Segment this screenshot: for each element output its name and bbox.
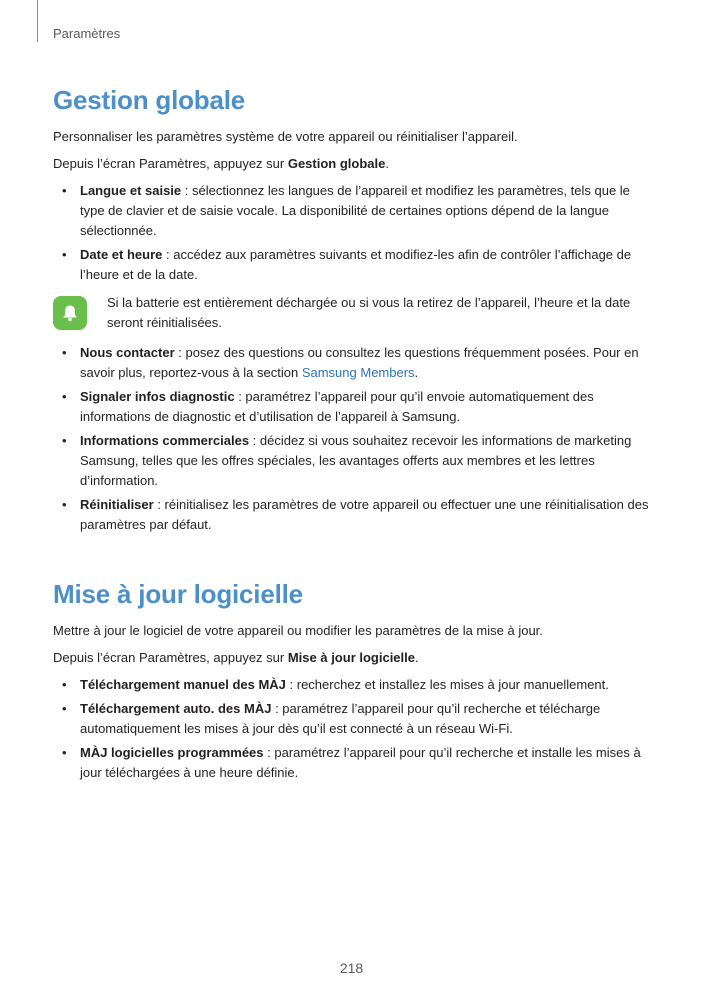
samsung-members-link[interactable]: Samsung Members — [301, 365, 415, 380]
note-box — [53, 293, 653, 333]
list-item: • Signaler infos diagnostic : paramétrez l’appareil pour qu’il envoie automatiquement des informations de diagnostic et d’utilisation de l’appareil à Samsung. — [62, 389, 594, 424]
header-rule — [37, 0, 38, 42]
bell-icon — [53, 296, 87, 330]
list-item: • Informations commerciales : décidez si vous souhaitez recevoir les informations de marketing Samsung, telles que les offres spéciales, les avantages offerts aux membres et les lettres d’information. — [62, 433, 632, 488]
settings-list — [53, 675, 653, 783]
section-gestion-globale — [53, 82, 653, 539]
section-title: Gestion globale — [53, 85, 246, 115]
section-intro: Personnaliser les paramètres système de votre appareil ou réinitialiser l’appareil. — [53, 129, 518, 144]
section-intro: Mettre à jour le logiciel de votre appareil ou modifier les paramètres de la mise à jour. — [53, 623, 543, 638]
list-item: • Nous contacter : posez des questions ou consultez les questions fréquemment posées. Pour en savoir plus, reportez-vous à la section Samsung Members. — [62, 345, 639, 380]
list-item: • Date et heure : accédez aux paramètres suivants et modifiez-les afin de contrôler l’affichage de l’heure et de la date. — [62, 247, 632, 282]
note-text: Si la batterie est entièrement déchargée ou si vous la retirez de l’appareil, l’heure et la date seront réinitialisées. — [107, 295, 631, 330]
list-item: • MÀJ logicielles programmées : paramétrez l’appareil pour qu’il recherche et installe les mises à jour téléchargées à une heure définie. — [62, 745, 641, 780]
navigation-path: Depuis l’écran Paramètres, appuyez sur Gestion globale. — [53, 156, 389, 171]
settings-list-a — [53, 181, 653, 285]
breadcrumb: Paramètres — [53, 26, 121, 41]
list-item: • Téléchargement manuel des MÀJ : recherchez et installez les mises à jour manuellement. — [62, 677, 609, 692]
section-title: Mise à jour logicielle — [53, 579, 303, 609]
settings-list-b — [53, 343, 653, 535]
section-mise-a-jour-logicielle — [53, 576, 653, 787]
list-item: • Langue et saisie : sélectionnez les langues de l’appareil et modifiez les paramètres, tels que le type de clavier et de saisie vocale. La disponibilité de certaines options dépend de la langue sélectionnée. — [62, 183, 630, 238]
page-number: 218 — [339, 960, 364, 976]
list-item: • Réinitialiser : réinitialisez les paramètres de votre appareil ou effectuer une une réinitialisation des paramètres par défaut. — [62, 497, 649, 532]
navigation-path: Depuis l’écran Paramètres, appuyez sur Mise à jour logicielle. — [53, 650, 419, 665]
list-item: • Téléchargement auto. des MÀJ : paramétrez l’appareil pour qu’il recherche et télécharge automatiquement les mises à jour dès qu’il est connecté à un réseau Wi-Fi. — [62, 701, 601, 736]
